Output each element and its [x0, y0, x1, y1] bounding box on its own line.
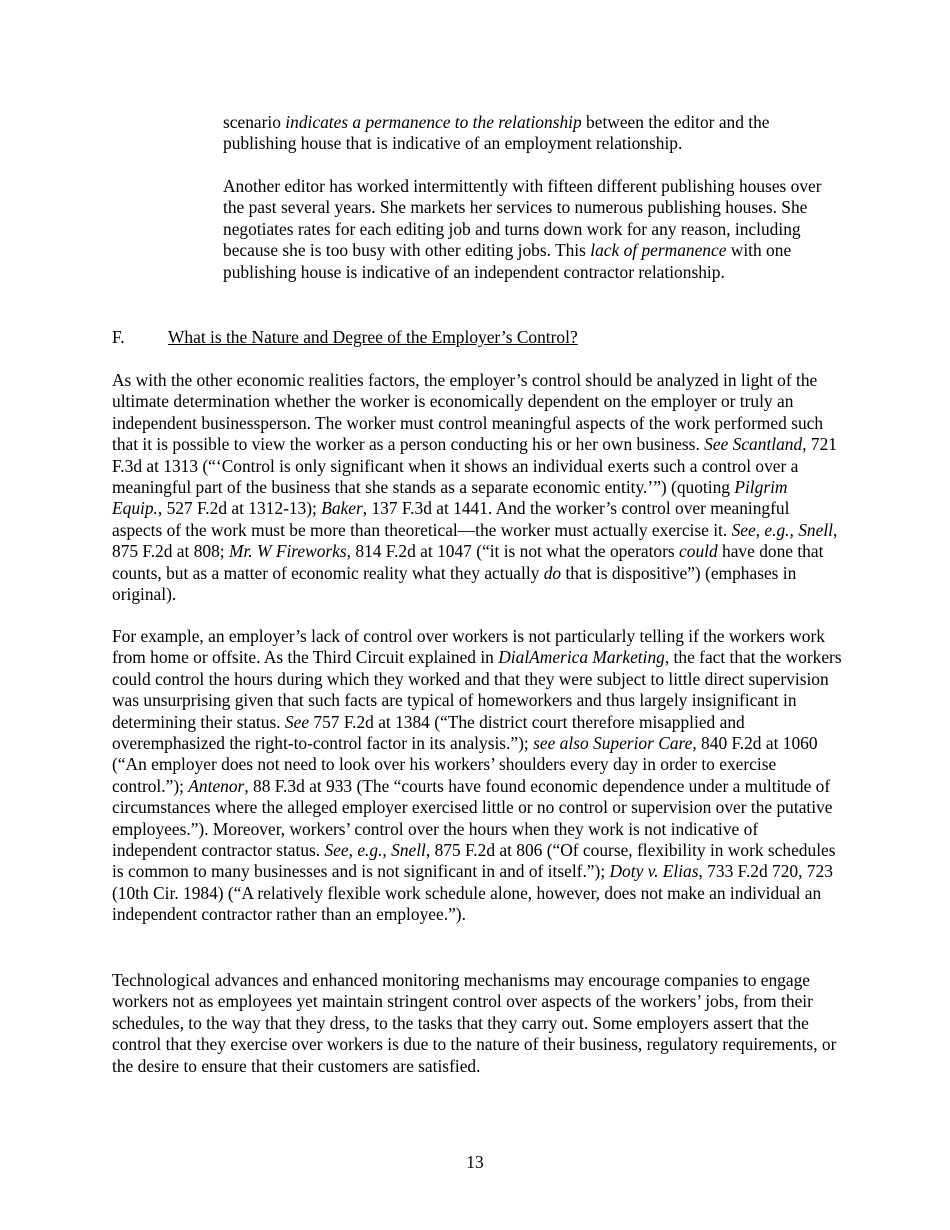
- section-heading: [112, 327, 578, 348]
- section-letter: F.: [112, 327, 125, 347]
- body-paragraph-1: As with the other economic realities factors, the employer’s control should be analyzed in light of the ultimate determination whether the worker is economically dependent on the employer or truly an independent businessperson. The worker must control meaningful aspects of the work performed such that it is possible to view the worker as a person conducting his or her own business. See Scantland, 721 F.3d at 1313 (“‘Control is only significant when it shows an individual exerts such a control over a meaningful part of the business that she stands as a separate economic entity.’”) (quoting Pilgrim Equip., 527 F.2d at 1312-13); Baker, 137 F.3d at 1441. And the worker’s control over meaningful aspects of the work must be more than theoretical—the worker must actually exercise it. See, e.g., Snell, 875 F.2d at 808; Mr. W Fireworks, 814 F.2d at 1047 (“it is not what the operators could have done that counts, but as a matter of economic reality what they actually do that is dispositive”) (emphases in original).: [112, 370, 838, 605]
- page-number: 13: [466, 1152, 484, 1172]
- body-paragraph-3: Technological advances and enhanced monitoring mechanisms may encourage companies to engage workers not as employees yet maintain stringent control over aspects of the workers’ jobs, from their schedules, to the way that they dress, to the tasks that they carry out. Some employers assert that the control that they exercise over workers is due to the nature of their business, regulatory requirements, or the desire to ensure that their customers are satisfied.: [112, 970, 837, 1076]
- body-paragraph-2: For example, an employer’s lack of control over workers is not particularly telling if the workers work from home or offsite. As the Third Circuit explained in DialAmerica Marketing, the fact that the workers could control the hours during which they worked and that they were subject to little direct supervision was unsurprising given that such facts are typical of homeworkers and thus largely insignificant in determining their status. See 757 F.2d at 1384 (“The district court therefore misapplied and overemphasized the right-to-control factor in its analysis.”); see also Superior Care, 840 F.2d at 1060 (“An employer does not need to look over his workers’ shoulders every day in order to exercise control.”); Antenor, 88 F.3d at 933 (The “courts have found economic dependence under a multitude of circumstances where the alleged employer exercised little or no control or supervision over the putative employees.”). Moreover, workers’ control over the hours when they work is not indicative of independent contractor status. See, e.g., Snell, 875 F.2d at 806 (“Of course, flexibility in work schedules is common to many businesses and is not significant in and of itself.”); Doty v. Elias, 733 F.2d 720, 723 (10th Cir. 1984) (“A relatively flexible work schedule alone, however, does not make an individual an independent contractor rather than an employee.”).: [112, 626, 842, 925]
- indented-paragraph-example: Another editor has worked intermittently with fifteen different publishing houses over the past several years. She markets her services to numerous publishing houses. She negotiates rates for each editing job and turns down work for any reason, including because she is too busy with other editing jobs. This lack of permanence with one publishing house is indicative of an independent contractor relationship.: [223, 176, 822, 282]
- indented-paragraph-continued: scenario indicates a permanence to the relationship between the editor and the publishing house that is indicative of an employment relationship.: [223, 112, 770, 154]
- section-title: What is the Nature and Degree of the Employer’s Control?: [168, 327, 578, 347]
